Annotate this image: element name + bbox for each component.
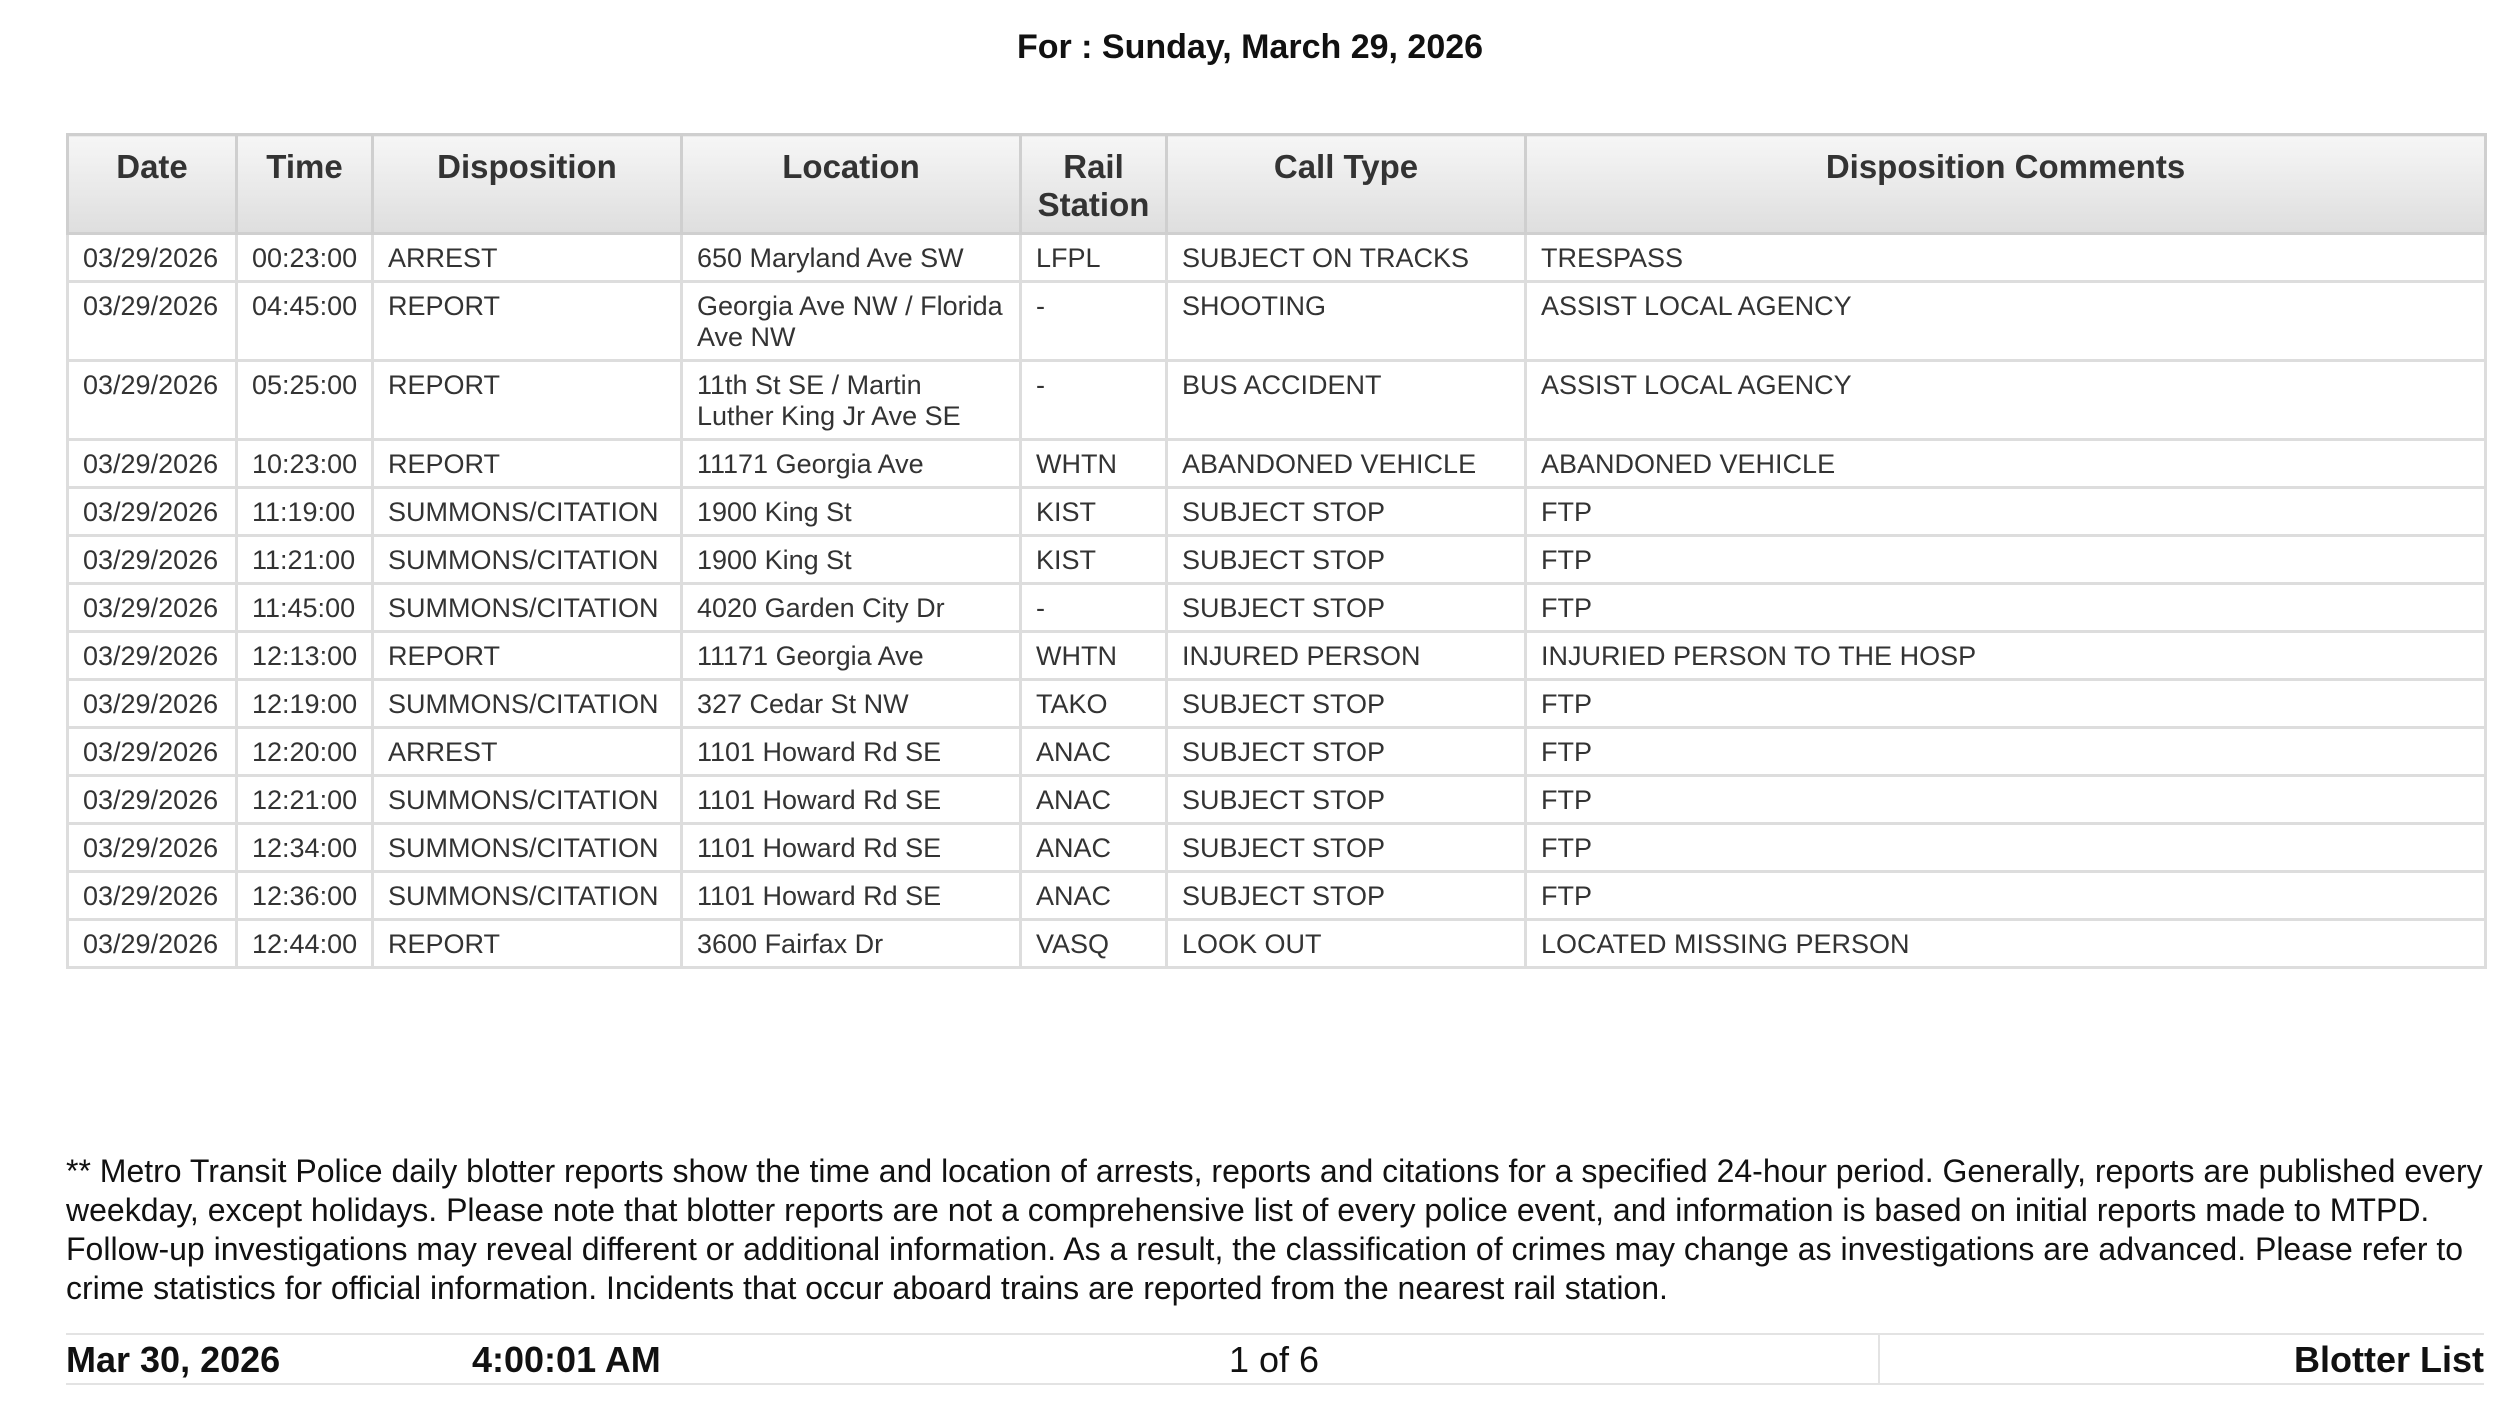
table-header-row xyxy=(68,135,2486,234)
cell-disposition: SUMMONS/CITATION xyxy=(373,488,682,536)
cell-disposition-comments: FTP xyxy=(1526,872,2486,920)
cell-call-type: SUBJECT STOP xyxy=(1167,536,1526,584)
cell-rail-station: TAKO xyxy=(1021,680,1167,728)
cell-location: 1101 Howard Rd SE xyxy=(682,824,1021,872)
cell-disposition-comments: FTP xyxy=(1526,824,2486,872)
footer-date: Mar 30, 2026 xyxy=(66,1339,281,1380)
cell-time: 12:44:00 xyxy=(237,920,373,968)
table-row xyxy=(68,584,2486,632)
header-location: Location xyxy=(682,135,1021,234)
cell-disposition-comments: TRESPASS xyxy=(1526,234,2486,282)
cell-disposition-comments: FTP xyxy=(1526,488,2486,536)
cell-disposition-comments: ASSIST LOCAL AGENCY xyxy=(1526,282,2486,361)
cell-location: 11th St SE / Martin Luther King Jr Ave SE xyxy=(682,361,1021,440)
cell-rail-station: ANAC xyxy=(1021,824,1167,872)
cell-date: 03/29/2026 xyxy=(68,282,237,361)
cell-disposition-comments: FTP xyxy=(1526,536,2486,584)
cell-call-type: SUBJECT STOP xyxy=(1167,776,1526,824)
footer-divider xyxy=(1878,1335,1880,1383)
cell-date: 03/29/2026 xyxy=(68,680,237,728)
cell-location: 1101 Howard Rd SE xyxy=(682,776,1021,824)
footer-report-name: Blotter List xyxy=(2293,1339,2484,1380)
table-row xyxy=(68,282,2486,361)
cell-location: 1101 Howard Rd SE xyxy=(682,872,1021,920)
cell-disposition-comments: LOCATED MISSING PERSON xyxy=(1526,920,2486,968)
cell-call-type: SUBJECT STOP xyxy=(1167,584,1526,632)
cell-date: 03/29/2026 xyxy=(68,776,237,824)
cell-disposition: SUMMONS/CITATION xyxy=(373,824,682,872)
cell-location: 1900 King St xyxy=(682,536,1021,584)
cell-disposition: SUMMONS/CITATION xyxy=(373,536,682,584)
cell-disposition: REPORT xyxy=(373,920,682,968)
cell-call-type: INJURED PERSON xyxy=(1167,632,1526,680)
cell-call-type: SUBJECT STOP xyxy=(1167,824,1526,872)
cell-call-type: BUS ACCIDENT xyxy=(1167,361,1526,440)
cell-location: 327 Cedar St NW xyxy=(682,680,1021,728)
cell-time: 12:21:00 xyxy=(237,776,373,824)
table-row xyxy=(68,632,2486,680)
cell-date: 03/29/2026 xyxy=(68,920,237,968)
cell-time: 12:34:00 xyxy=(237,824,373,872)
cell-disposition: SUMMONS/CITATION xyxy=(373,872,682,920)
header-date: Date xyxy=(68,135,237,234)
cell-call-type: SUBJECT STOP xyxy=(1167,488,1526,536)
footer-time: 4:00:01 AM xyxy=(472,1339,661,1380)
table-row xyxy=(68,776,2486,824)
table-row xyxy=(68,872,2486,920)
page-footer xyxy=(66,1333,2484,1385)
cell-disposition-comments: FTP xyxy=(1526,776,2486,824)
cell-disposition-comments: FTP xyxy=(1526,584,2486,632)
cell-disposition-comments: INJURIED PERSON TO THE HOSP xyxy=(1526,632,2486,680)
blotter-table xyxy=(66,133,2487,969)
cell-date: 03/29/2026 xyxy=(68,872,237,920)
cell-disposition: SUMMONS/CITATION xyxy=(373,776,682,824)
cell-call-type: LOOK OUT xyxy=(1167,920,1526,968)
cell-location: 1900 King St xyxy=(682,488,1021,536)
cell-time: 11:19:00 xyxy=(237,488,373,536)
cell-disposition: ARREST xyxy=(373,234,682,282)
cell-disposition: ARREST xyxy=(373,728,682,776)
cell-disposition: REPORT xyxy=(373,282,682,361)
table-row xyxy=(68,488,2486,536)
table-row xyxy=(68,728,2486,776)
cell-date: 03/29/2026 xyxy=(68,488,237,536)
cell-date: 03/29/2026 xyxy=(68,361,237,440)
table-row xyxy=(68,536,2486,584)
cell-date: 03/29/2026 xyxy=(68,440,237,488)
cell-location: 11171 Georgia Ave xyxy=(682,632,1021,680)
table-row xyxy=(68,824,2486,872)
cell-call-type: ABANDONED VEHICLE xyxy=(1167,440,1526,488)
table-body xyxy=(68,234,2486,968)
table-row xyxy=(68,234,2486,282)
cell-rail-station: ANAC xyxy=(1021,872,1167,920)
cell-call-type: SUBJECT STOP xyxy=(1167,872,1526,920)
cell-rail-station: ANAC xyxy=(1021,728,1167,776)
cell-call-type: SUBJECT ON TRACKS xyxy=(1167,234,1526,282)
cell-rail-station: WHTN xyxy=(1021,632,1167,680)
cell-date: 03/29/2026 xyxy=(68,584,237,632)
cell-location: 650 Maryland Ave SW xyxy=(682,234,1021,282)
cell-time: 11:45:00 xyxy=(237,584,373,632)
cell-time: 12:36:00 xyxy=(237,872,373,920)
cell-call-type: SUBJECT STOP xyxy=(1167,680,1526,728)
cell-time: 12:13:00 xyxy=(237,632,373,680)
cell-disposition-comments: FTP xyxy=(1526,680,2486,728)
header-time: Time xyxy=(237,135,373,234)
cell-date: 03/29/2026 xyxy=(68,234,237,282)
cell-disposition: SUMMONS/CITATION xyxy=(373,680,682,728)
table-row xyxy=(68,920,2486,968)
table-row xyxy=(68,680,2486,728)
header-disposition-comments: Disposition Comments xyxy=(1526,135,2486,234)
cell-rail-station: WHTN xyxy=(1021,440,1167,488)
cell-time: 00:23:00 xyxy=(237,234,373,282)
footer-page-number: 1 of 6 xyxy=(1229,1339,1320,1380)
cell-rail-station: ANAC xyxy=(1021,776,1167,824)
cell-disposition-comments: ABANDONED VEHICLE xyxy=(1526,440,2486,488)
cell-rail-station: - xyxy=(1021,361,1167,440)
table-row xyxy=(68,361,2486,440)
cell-rail-station: KIST xyxy=(1021,488,1167,536)
cell-disposition-comments: ASSIST LOCAL AGENCY xyxy=(1526,361,2486,440)
cell-time: 05:25:00 xyxy=(237,361,373,440)
header-rail-station: Rail Station xyxy=(1021,135,1167,234)
cell-disposition: REPORT xyxy=(373,632,682,680)
cell-date: 03/29/2026 xyxy=(68,728,237,776)
cell-time: 11:21:00 xyxy=(237,536,373,584)
cell-rail-station: - xyxy=(1021,584,1167,632)
cell-time: 12:19:00 xyxy=(237,680,373,728)
header-disposition: Disposition xyxy=(373,135,682,234)
cell-location: Georgia Ave NW / Florida Ave NW xyxy=(682,282,1021,361)
cell-rail-station: - xyxy=(1021,282,1167,361)
table-row xyxy=(68,440,2486,488)
cell-rail-station: LFPL xyxy=(1021,234,1167,282)
cell-location: 11171 Georgia Ave xyxy=(682,440,1021,488)
cell-time: 04:45:00 xyxy=(237,282,373,361)
disclaimer-text: ** Metro Transit Police daily blotter reports show the time and location of arrests, reports and citations for a specified 24-hour period. Generally, reports are published every weekday, except holidays. Please note that blotter reports are not a comprehensive list of every police event, and information is based on initial reports made to MTPD. Follow-up investigations may reveal different or additional information. As a result, the classification of crimes may change as investigations are advanced. Please refer to crime statistics for official information. Incidents that occur aboard trains are reported from the nearest rail station. xyxy=(66,1153,2483,1306)
cell-disposition: REPORT xyxy=(373,361,682,440)
cell-time: 10:23:00 xyxy=(237,440,373,488)
cell-rail-station: VASQ xyxy=(1021,920,1167,968)
report-title: For : Sunday, March 29, 2026 xyxy=(1016,28,1484,66)
cell-disposition: SUMMONS/CITATION xyxy=(373,584,682,632)
cell-call-type: SUBJECT STOP xyxy=(1167,728,1526,776)
cell-location: 4020 Garden City Dr xyxy=(682,584,1021,632)
header-call-type: Call Type xyxy=(1167,135,1526,234)
cell-time: 12:20:00 xyxy=(237,728,373,776)
cell-location: 1101 Howard Rd SE xyxy=(682,728,1021,776)
cell-date: 03/29/2026 xyxy=(68,632,237,680)
cell-disposition: REPORT xyxy=(373,440,682,488)
cell-disposition-comments: FTP xyxy=(1526,728,2486,776)
cell-call-type: SHOOTING xyxy=(1167,282,1526,361)
cell-date: 03/29/2026 xyxy=(68,536,237,584)
cell-date: 03/29/2026 xyxy=(68,824,237,872)
cell-location: 3600 Fairfax Dr xyxy=(682,920,1021,968)
cell-rail-station: KIST xyxy=(1021,536,1167,584)
